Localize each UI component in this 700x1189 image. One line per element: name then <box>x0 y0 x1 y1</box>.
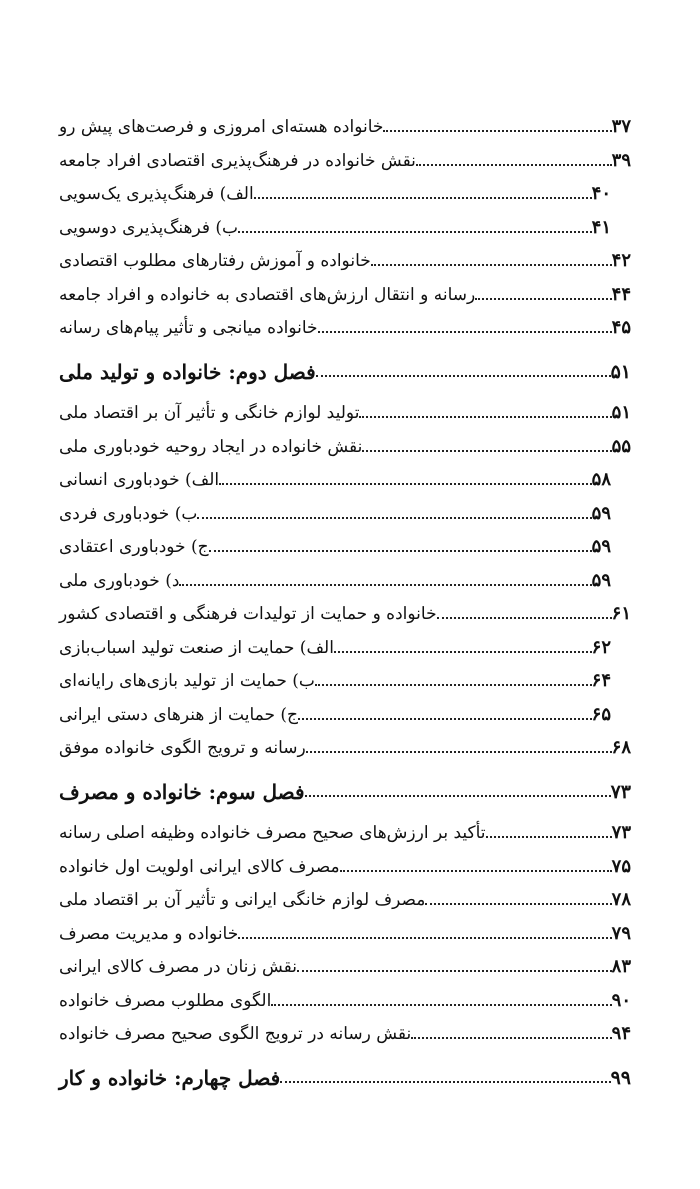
dot-leader <box>334 651 592 653</box>
toc-entry <box>55 205 613 239</box>
page-number: ۵۱ <box>610 360 631 383</box>
toc-entry <box>55 524 613 558</box>
toc-entry <box>55 944 633 978</box>
toc-entry <box>55 238 633 272</box>
page-number: ۵۹ <box>591 502 611 524</box>
toc-entry <box>55 591 633 625</box>
dot-leader <box>475 298 611 300</box>
entry-title: فصل سوم: خانواده و مصرف <box>59 779 305 804</box>
dot-leader <box>297 970 612 972</box>
page-number: ۴۲ <box>611 250 631 271</box>
toc-entry <box>55 138 633 172</box>
dot-leader <box>305 795 611 797</box>
entry-title: تأکید بر ارزش‌های صحیح مصرف خانواده وظیفه اصلی رسانه <box>59 823 486 843</box>
page-number: ۸۳ <box>611 956 631 977</box>
toc-entry <box>55 978 633 1012</box>
dot-leader <box>238 231 592 233</box>
page-number: ۳۹ <box>611 149 631 171</box>
entry-title: ب) فرهنگ‌پذیری دوسویی <box>59 217 239 238</box>
dot-leader <box>271 1004 611 1006</box>
page-number: ۷۵ <box>611 855 631 877</box>
page-number: ۴۵ <box>611 317 631 338</box>
entry-title: فصل چهارم: خانواده و کار <box>59 1065 281 1090</box>
entry-title: نقش خانواده در ایجاد روحیه خودباوری ملی <box>59 436 363 457</box>
page-number: ۶۵ <box>591 703 611 725</box>
page-number: ۵۹ <box>591 569 611 591</box>
entry-title: الگوی مطلوب مصرف خانواده <box>59 990 272 1011</box>
dot-leader <box>318 331 612 333</box>
entry-title: مصرف کالای ایرانی اولویت اول خانواده <box>59 856 340 877</box>
dot-leader <box>383 130 611 132</box>
dot-leader <box>425 903 611 905</box>
entry-title: رسانه و انتقال ارزش‌های اقتصادی به خانواده و افراد جامعه <box>59 284 476 305</box>
toc-entry <box>55 1011 633 1045</box>
page-number: ۶۴ <box>591 670 611 691</box>
dot-leader <box>197 517 591 519</box>
dot-leader <box>371 264 612 266</box>
entry-title: تولید لوازم خانگی و تأثیر آن بر اقتصاد ملی <box>59 403 360 423</box>
toc-entry <box>55 658 613 692</box>
dot-leader <box>340 870 612 872</box>
page-number: ۶۸ <box>611 737 631 758</box>
page-number: ۵۹ <box>591 536 611 557</box>
page-number: ۷۸ <box>611 889 631 910</box>
page-number: ۶۱ <box>611 603 631 624</box>
page-number: ۳۷ <box>611 116 631 137</box>
page-number: ۶۲ <box>591 636 611 658</box>
entry-title: ج) خودباوری اعتقادی <box>59 537 209 557</box>
toc-entry <box>55 692 613 726</box>
page-number: ۹۰ <box>611 989 631 1011</box>
dot-leader <box>298 718 592 720</box>
toc-entry <box>55 272 633 306</box>
entry-title: خانواده و حمایت از تولیدات فرهنگی و اقتصادی کشور <box>59 604 437 624</box>
toc-entry <box>55 491 613 525</box>
toc-entry <box>55 558 613 592</box>
entry-title: نقش رسانه در ترویج الگوی صحیح مصرف خانواده <box>59 1024 412 1044</box>
entry-title: خانواده هسته‌ای امروزی و فرصت‌های پیش رو <box>59 117 384 137</box>
entry-title: خانواده و مدیریت مصرف <box>59 923 239 944</box>
dot-leader <box>416 164 612 166</box>
page-number: ۹۹ <box>610 1066 631 1089</box>
entry-title: خانواده و آموزش رفتارهای مطلوب اقتصادی <box>59 251 371 271</box>
page-number: ۷۳ <box>611 822 631 843</box>
page-number: ۷۳ <box>610 780 631 803</box>
page-number: ۵۱ <box>611 402 631 423</box>
page-number: ۵۵ <box>611 435 631 457</box>
entry-title: د) خودباوری ملی <box>59 570 180 591</box>
entry-title: ب) حمایت از تولید بازی‌های رایانه‌ای <box>59 671 315 691</box>
page-number: ۷۹ <box>611 922 631 944</box>
toc-entry <box>55 424 633 458</box>
entry-title: الف) حمایت از صنعت تولید اسباب‌بازی <box>59 637 334 658</box>
chapter-heading <box>55 1055 633 1089</box>
chapter-heading <box>55 769 633 803</box>
toc-entry <box>55 877 633 911</box>
dot-leader <box>280 1081 610 1083</box>
dot-leader <box>315 684 592 686</box>
toc-entry <box>55 725 633 759</box>
page-number: ۴۱ <box>591 216 611 238</box>
dot-leader <box>219 483 592 485</box>
dot-leader <box>411 1037 611 1039</box>
toc-entry <box>55 104 633 138</box>
toc-entry <box>55 810 633 844</box>
dot-leader <box>359 416 611 418</box>
entry-title: مصرف لوازم خانگی ایرانی و تأثیر آن بر اقتصاد ملی <box>59 890 426 910</box>
page-number: ۹۴ <box>611 1023 631 1044</box>
dot-leader <box>238 937 611 939</box>
entry-title: الف) خودباوری انسانی <box>59 470 220 490</box>
entry-title: ب) خودباوری فردی <box>59 503 198 524</box>
dot-leader <box>254 197 592 199</box>
entry-title: ج) حمایت از هنرهای دستی ایرانی <box>59 704 298 725</box>
entry-title: فصل دوم: خانواده و تولید ملی <box>59 359 316 384</box>
toc-entry <box>55 390 633 424</box>
dot-leader <box>486 836 612 838</box>
entry-title: نقش زنان در مصرف کالای ایرانی <box>59 957 297 977</box>
entry-title: خانواده میانجی و تأثیر پیام‌های رسانه <box>59 318 318 338</box>
dot-leader <box>316 375 611 377</box>
toc-entry <box>55 625 613 659</box>
toc-entry <box>55 457 613 491</box>
dot-leader <box>362 450 611 452</box>
toc-entry <box>55 911 633 945</box>
chapter-heading <box>55 349 633 383</box>
page-number: ۵۸ <box>591 469 611 490</box>
entry-title: الف) فرهنگ‌پذیری یک‌سویی <box>59 184 254 204</box>
page-number: ۴۰ <box>591 183 611 204</box>
dot-leader <box>437 617 612 619</box>
dot-leader <box>209 550 592 552</box>
entry-title: رسانه و ترویج الگوی خانواده موفق <box>59 738 306 758</box>
dot-leader <box>306 751 612 753</box>
toc-entry <box>55 844 633 878</box>
dot-leader <box>179 584 591 586</box>
toc-entry <box>55 171 613 205</box>
entry-title: نقش خانواده در فرهنگ‌پذیری اقتصادی افراد جامعه <box>59 150 416 171</box>
page-number: ۴۴ <box>611 283 631 305</box>
toc-entry <box>55 305 633 339</box>
